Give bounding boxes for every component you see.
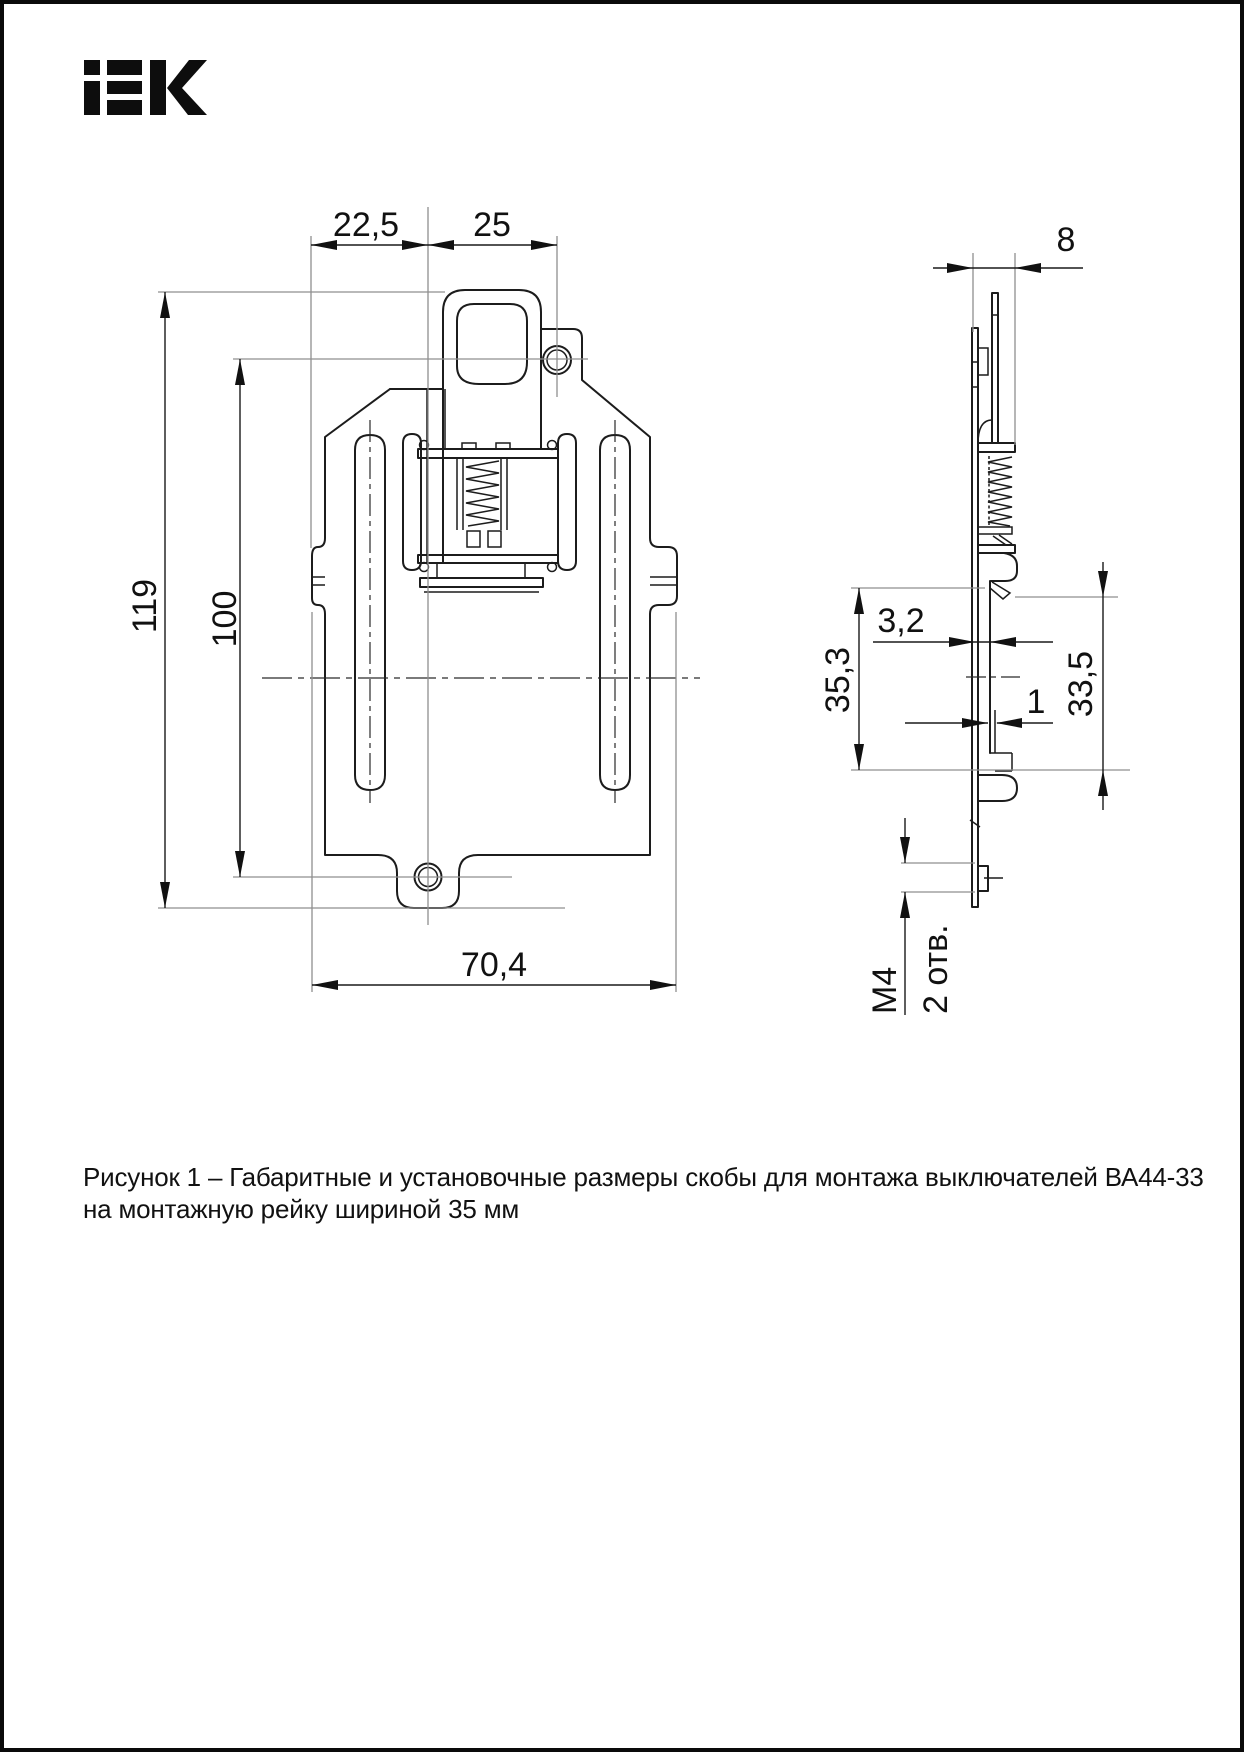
dimension-8 xyxy=(933,221,1083,273)
dimension-119 xyxy=(126,292,170,908)
dim-label-m4: M4 xyxy=(866,966,904,1014)
dimension-3-2 xyxy=(873,602,1053,647)
dimension-100 xyxy=(206,359,245,877)
dimension-22-5 xyxy=(311,206,428,250)
dim-label-3-2: 3,2 xyxy=(877,602,925,640)
dim-label-70-4: 70,4 xyxy=(460,946,528,984)
front-view-drawing xyxy=(312,290,677,908)
dimension-35-3 xyxy=(819,588,864,770)
spring-coil xyxy=(466,461,499,526)
dim-label-22-5: 22,5 xyxy=(332,206,400,244)
extension-lines xyxy=(158,207,1130,992)
lower-rail-claw xyxy=(978,775,1017,801)
dimension-70-4 xyxy=(312,946,676,990)
dim-label-35-3: 35,3 xyxy=(819,646,857,714)
dim-label-1: 1 xyxy=(1026,683,1046,721)
side-view-drawing xyxy=(970,293,1017,907)
dimension-25 xyxy=(428,206,557,250)
dim-label-100: 100 xyxy=(206,590,244,648)
dimension-33-5 xyxy=(1062,562,1108,810)
caption-line-1: Рисунок 1 – Габаритные и установочные размеры скобы для монтажа выключателей ВА44-33 xyxy=(83,1162,1204,1192)
dim-label-2-otv: 2 отв. xyxy=(917,924,955,1014)
dim-label-25: 25 xyxy=(473,206,511,244)
caption-line-2: на монтажную рейку шириной 35 мм xyxy=(83,1194,520,1224)
dim-label-33-5: 33,5 xyxy=(1062,650,1100,718)
dim-label-8: 8 xyxy=(1056,221,1076,259)
figure-caption xyxy=(83,1162,1204,1224)
dim-label-119: 119 xyxy=(126,578,164,634)
dimension-m4-callout xyxy=(866,818,955,1015)
iek-logo-icon xyxy=(84,60,207,115)
upper-rail-claw xyxy=(978,553,1017,581)
